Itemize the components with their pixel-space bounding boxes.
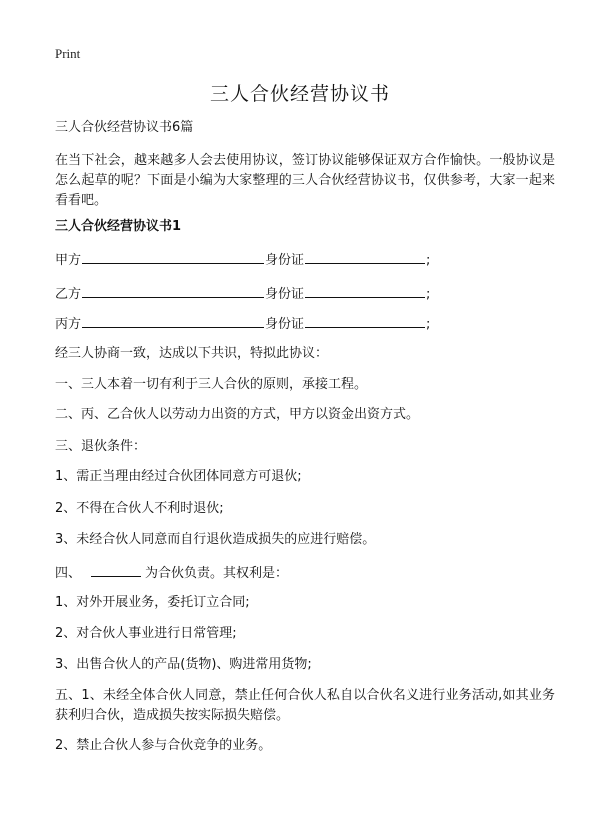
clause-2: 二、丙、乙合伙人以劳动力出资的方式，甲方以资金出资方式。 bbox=[55, 407, 420, 422]
clause-consensus: 经三人协商一致，达成以下共识，特拟此协议： bbox=[55, 346, 329, 361]
party-label: 乙方 bbox=[55, 287, 82, 302]
clause-4-suffix: 为合伙负责。其权利是： bbox=[145, 566, 289, 581]
party-name-blank[interactable] bbox=[82, 283, 264, 298]
party-label: 丙方 bbox=[55, 317, 82, 332]
clause-3-item-2: 2、不得在合伙人不利时退伙; bbox=[55, 501, 224, 516]
id-number-blank[interactable] bbox=[305, 249, 425, 264]
row-end: ; bbox=[426, 253, 431, 268]
document-title: 三人合伙经营协议书 bbox=[209, 83, 390, 105]
clause-3-item-3: 3、未经合伙人同意而自行退伙造成损失的应进行赔偿。 bbox=[55, 532, 376, 547]
clause-4-item-3: 3、出售合伙人的产品(货物)、购进常用货物; bbox=[55, 657, 312, 672]
clause-3-heading: 三、退伙条件： bbox=[55, 439, 147, 454]
id-label: 身份证 bbox=[265, 253, 305, 268]
id-label: 身份证 bbox=[265, 317, 305, 332]
clause-4-prefix: 四、 bbox=[55, 566, 82, 581]
row-end: ; bbox=[426, 287, 431, 302]
clause-1: 一、三人本着一切有利于三人合伙的原则，承接工程。 bbox=[55, 377, 368, 392]
section-heading: 三人合伙经营协议书1 bbox=[55, 219, 182, 234]
clause-4-item-1: 1、对外开展业务，委托订立合同; bbox=[55, 595, 250, 610]
party-name-blank[interactable] bbox=[82, 249, 264, 264]
id-label: 身份证 bbox=[265, 287, 305, 302]
clause-5: 五、1、未经全体合伙人同意，禁止任何合伙人私自以合伙名义进行业务活动,如其业务获利归合伙，造成损失按实际损失赔偿。 bbox=[55, 688, 555, 723]
party-row-jia bbox=[55, 249, 555, 271]
print-link[interactable]: Print bbox=[55, 46, 81, 61]
party-label: 甲方 bbox=[55, 253, 82, 268]
clause-5-item-2: 2、禁止合伙人参与合伙竞争的业务。 bbox=[55, 738, 272, 753]
clause-4-item-2: 2、对合伙人事业进行日常管理; bbox=[55, 626, 237, 641]
document-subtitle: 三人合伙经营协议书6篇 bbox=[55, 120, 194, 135]
responsible-party-blank[interactable] bbox=[91, 562, 141, 577]
intro-paragraph: 在当下社会，越来越多人会去使用协议，签订协议能够保证双方合作愉快。一般协议是怎么起草的呢？下面是小编为大家整理的三人合伙经营协议书，仅供参考，大家一起来看看吧。 bbox=[55, 153, 555, 208]
row-end: ; bbox=[426, 317, 431, 332]
party-name-blank[interactable] bbox=[82, 313, 264, 328]
id-number-blank[interactable] bbox=[305, 283, 425, 298]
clause-4-heading bbox=[55, 562, 555, 584]
party-row-yi bbox=[55, 283, 555, 305]
party-row-bing bbox=[55, 313, 555, 335]
clause-3-item-1: 1、需正当理由经过合伙团体同意方可退伙; bbox=[55, 469, 302, 484]
id-number-blank[interactable] bbox=[305, 313, 425, 328]
